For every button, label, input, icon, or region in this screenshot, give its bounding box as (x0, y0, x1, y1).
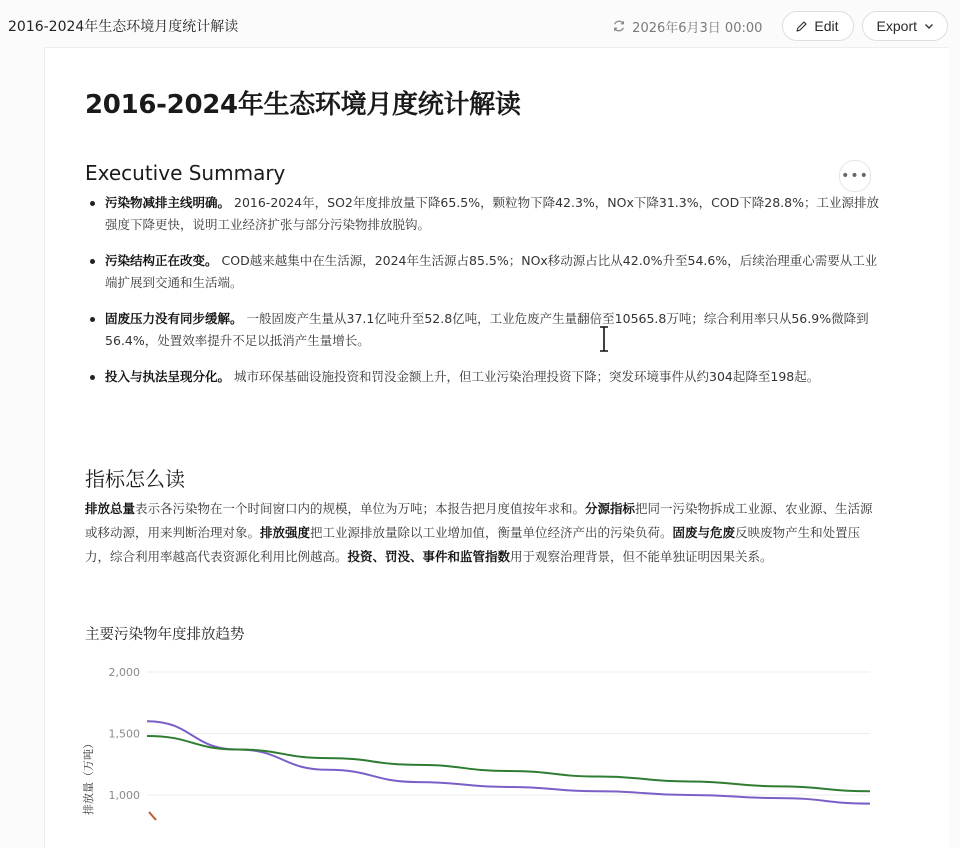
emissions-line-chart (70, 655, 890, 822)
document-tab-title: 2016-2024年生态环境月度统计解读 (8, 19, 239, 35)
series-line-2-partial (149, 812, 156, 820)
y-tick-label: 1,000 (108, 789, 140, 802)
summary-item-bold: 污染结构正在改变。 (105, 253, 218, 268)
summary-item-text: 一般固废产生量从37.1亿吨升至52.8亿吨，工业危废产生量翻倍至10565.8万吨；综合利用率只从56.9%微降到56.4%，处置效率提升不足以抵消产生量增长。 (105, 311, 869, 348)
executive-summary-list (85, 192, 885, 402)
summary-item-bold: 投入与执法呈现分化。 (105, 369, 231, 384)
term-desc: 表示各污染物在一个时间窗口内的规模，单位为万吨；本报告把月度值按年求和。 (135, 501, 586, 516)
chevron-down-icon (923, 20, 935, 32)
term: 排放强度 (260, 525, 311, 540)
summary-item-bold: 污染物减排主线明确。 (105, 195, 231, 210)
summary-item (85, 308, 885, 352)
sync-time: 2026年6月3日 00:00 (632, 20, 763, 36)
summary-item (85, 366, 885, 388)
sync-icon (612, 19, 626, 33)
edit-button[interactable] (782, 11, 853, 41)
summary-item-bold: 固废压力没有同步缓解。 (105, 311, 243, 326)
term: 固废与危废 (672, 525, 736, 540)
term-desc: 把工业源排放量除以工业增加值，衡量单位经济产出的污染负荷。 (310, 525, 673, 540)
export-button[interactable] (862, 11, 948, 41)
more-icon: ••• (841, 168, 869, 184)
summary-item (85, 192, 885, 236)
y-tick-label: 1,500 (108, 727, 140, 741)
how-to-read-heading: 指标怎么读 (85, 467, 185, 491)
top-bar (0, 0, 960, 52)
edit-label: Edit (814, 18, 839, 34)
export-label: Export (876, 18, 917, 34)
summary-item-text: 2016-2024年，SO2年度排放量下降65.5%，颗粒物下降42.3%，NOx下降31.3%，COD下降28.8%；工业源排放强度下降更快，说明工业经济扩张与部分污染物排放脱钩。 (105, 195, 879, 232)
term-desc: 反映废物产生和处置压力，综合利用率越高代表资源化利用比例越高。 (85, 525, 861, 564)
pencil-icon (795, 20, 808, 33)
term-desc: 把同一污染物拆成工业源、农业源、生活源或移动源，用来判断治理对象。 (85, 501, 873, 540)
more-options-button[interactable] (839, 160, 871, 192)
chart-title: 主要污染物年度排放趋势 (85, 627, 245, 643)
summary-item (85, 250, 885, 294)
summary-item-text: 城市环保基础设施投资和罚没金额上升，但工业污染治理投资下降；突发环境事件从约304起降至198起。 (234, 369, 820, 384)
term: 分源指标 (585, 501, 636, 516)
term-desc: 用于观察治理背景，但不能单独证明因果关系。 (510, 549, 773, 564)
how-to-read-paragraph (85, 497, 875, 569)
term: 排放总量 (85, 501, 136, 516)
term: 投资、罚没、事件和监管指数 (347, 549, 511, 564)
series-line-1 (147, 736, 870, 791)
sync-status (612, 17, 762, 36)
executive-summary-heading: Executive Summary (85, 161, 286, 185)
document-title: 2016-2024年生态环境月度统计解读 (85, 90, 521, 120)
y-axis-label: 排放量（万吨） (82, 738, 95, 815)
y-tick-label: 2,000 (108, 666, 140, 679)
summary-item-text: COD越来越集中在生活源，2024年生活源占85.5%；NOx移动源占比从42.0%升至54.6%，后续治理重心需要从工业端扩展到交通和生活端。 (105, 253, 878, 290)
text-cursor-icon (597, 326, 611, 352)
